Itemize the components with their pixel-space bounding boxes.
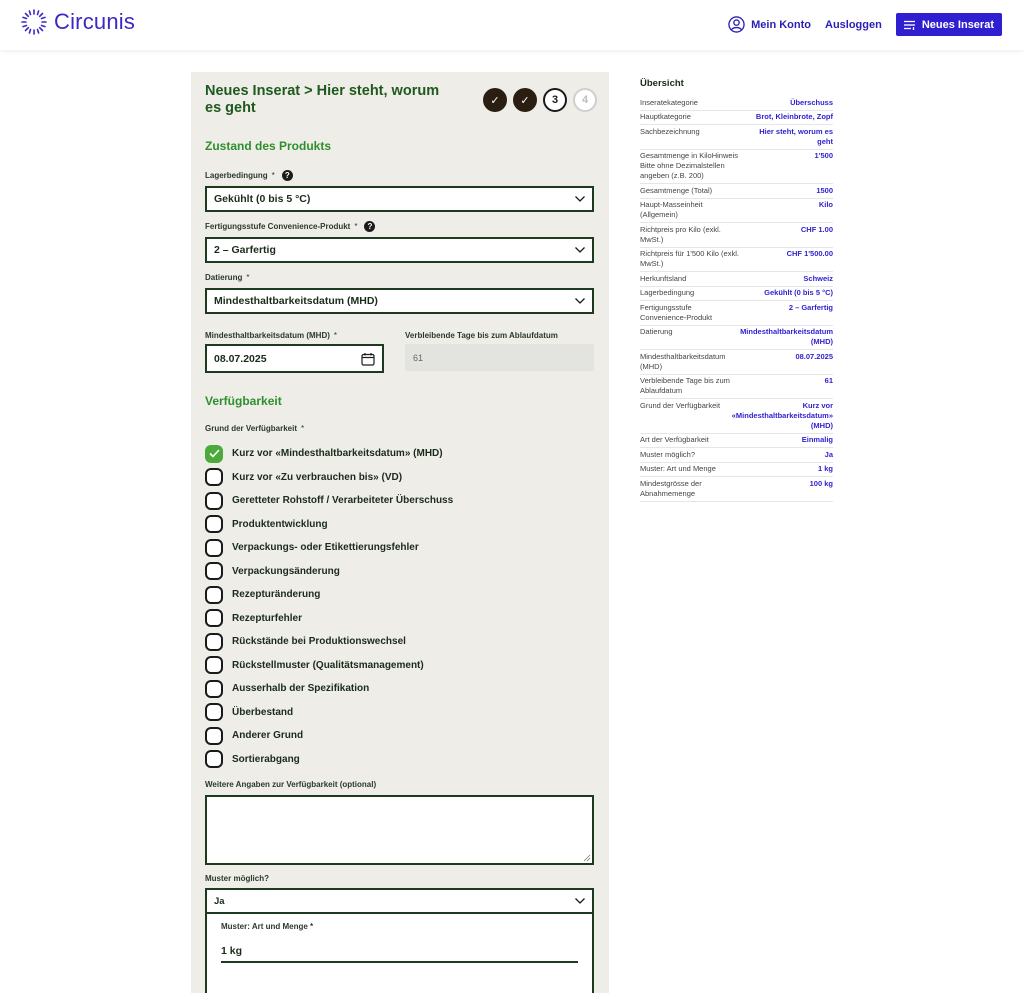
checkbox[interactable] <box>205 609 223 627</box>
summary-value: 2 – Garfertig <box>788 302 833 312</box>
reason-option[interactable] <box>205 677 453 701</box>
storage-label <box>205 170 293 181</box>
summary-panel <box>640 78 833 502</box>
storage-label-text: Lagerbedingung <box>205 171 268 180</box>
new-listing-label: Neues Inserat <box>921 18 994 31</box>
reason-option-label: Kurz vor «Zu verbrauchen bis» (VD) <box>232 471 403 483</box>
mhd-date-value: 08.07.2025 <box>214 352 267 365</box>
logout-label: Ausloggen <box>825 18 882 31</box>
chevron-down-icon <box>575 898 585 904</box>
required-mark: * <box>333 331 338 340</box>
summary-key: Richtpreis pro Kilo (exkl. MwSt.) <box>640 224 721 244</box>
calendar-icon[interactable] <box>361 352 375 366</box>
logo-text: Circunis <box>54 9 136 34</box>
reason-option[interactable] <box>205 748 453 772</box>
summary-row <box>640 96 833 111</box>
reason-options <box>205 442 453 771</box>
reason-option-label: Ausserhalb der Spezifikation <box>232 683 370 695</box>
summary-row <box>640 150 833 185</box>
required-mark: * <box>310 922 314 931</box>
mhd-label <box>205 331 337 340</box>
list-add-icon <box>904 20 916 30</box>
summary-title: Übersicht <box>640 78 684 89</box>
resize-grip-icon[interactable] <box>583 854 591 862</box>
reason-option-label: Verpackungs- oder Etikettierungsfehler <box>232 542 419 554</box>
required-mark: * <box>271 171 275 180</box>
convenience-select[interactable] <box>205 237 594 263</box>
summary-row <box>640 463 833 478</box>
summary-key: Sachbezeichnung <box>640 126 700 136</box>
summary-row <box>640 184 833 199</box>
summary-key: Hauptkategorie <box>640 112 691 121</box>
summary-value: Überschuss <box>790 97 833 107</box>
form-panel <box>191 72 609 993</box>
checkbox[interactable] <box>205 515 223 533</box>
reason-option[interactable] <box>205 607 453 631</box>
form-title: Neues Inserat > Hier steht, worum es geht <box>205 83 440 116</box>
summary-value: 1'500 <box>814 151 833 160</box>
reason-option[interactable] <box>205 583 453 607</box>
summary-key: Muster: Art und Menge <box>640 464 716 473</box>
reason-option[interactable] <box>205 630 453 654</box>
summary-row <box>640 434 833 449</box>
storage-select[interactable] <box>205 186 594 212</box>
chevron-down-icon <box>575 196 585 202</box>
step-indicator <box>483 88 597 112</box>
summary-value: 08.07.2025 <box>795 351 833 361</box>
summary-key: Gesamtmenge in KiloHinweis Bitte ohne Dezimalstellen angeben (z.B. 200) <box>640 151 738 180</box>
reason-option-label: Überbestand <box>232 706 294 718</box>
checkbox[interactable] <box>205 750 223 768</box>
checkbox[interactable] <box>205 492 223 510</box>
required-mark: * <box>246 273 250 282</box>
summary-value: Schweiz <box>803 273 833 283</box>
chevron-down-icon <box>575 298 585 304</box>
my-account-label: Mein Konto <box>751 18 811 31</box>
dating-label-text: Datierung <box>205 273 243 282</box>
checkbox[interactable] <box>205 656 223 674</box>
sample-kind-label <box>221 922 313 931</box>
convenience-select-value: 2 – Garfertig <box>214 244 276 256</box>
summary-key: Mindesthaltbarkeitsdatum (MHD) <box>640 351 726 371</box>
summary-row <box>640 448 833 463</box>
summary-value: 100 kg <box>809 478 833 488</box>
convenience-label-text: Fertigungsstufe Convenience-Produkt <box>205 222 351 231</box>
summary-value: Gekühlt (0 bis 5 °C) <box>764 288 833 297</box>
checkbox[interactable] <box>205 633 223 651</box>
step-4-todo: 4 <box>573 88 597 112</box>
chevron-down-icon <box>575 247 585 253</box>
summary-value: Ja <box>824 449 833 459</box>
summary-value: CHF 1.00 <box>800 224 833 234</box>
my-account-link[interactable] <box>728 16 811 33</box>
step-2-done[interactable]: ✓ <box>513 88 537 112</box>
step-3-current: 3 <box>543 88 567 112</box>
summary-row <box>640 248 833 273</box>
further-info-label: Weitere Angaben zur Verfügbarkeit (optional) <box>205 780 377 789</box>
summary-row <box>640 399 833 434</box>
reason-option-label: Rückstände bei Produktionswechsel <box>232 636 406 648</box>
summary-key: Lagerbedingung <box>640 288 695 297</box>
reason-label <box>205 424 304 433</box>
checkbox[interactable] <box>205 680 223 698</box>
reason-option-label: Rezepturänderung <box>232 589 321 601</box>
reason-option[interactable] <box>205 489 453 513</box>
summary-row <box>640 111 833 126</box>
reason-option[interactable] <box>205 466 453 490</box>
reason-option-label: Rezepturfehler <box>232 612 303 624</box>
checkbox[interactable] <box>205 562 223 580</box>
summary-value: 61 <box>824 376 833 385</box>
further-info-textarea[interactable] <box>205 795 594 865</box>
sample-possible-select[interactable] <box>205 888 594 914</box>
help-icon[interactable]: ? <box>282 170 293 181</box>
reason-option-label: Anderer Grund <box>232 730 304 742</box>
summary-key: Herkunftsland <box>640 273 687 283</box>
summary-row <box>640 287 833 302</box>
summary-value: Brot, Kleinbrote, Zopf <box>755 112 833 121</box>
summary-value: 1 kg <box>817 464 833 473</box>
dating-label <box>205 273 249 282</box>
reason-option-label: Verpackungsänderung <box>232 565 340 577</box>
summary-key: Haupt-Masseinheit (Allgemein) <box>640 200 703 219</box>
summary-key: Richtpreis für 1'500 Kilo (exkl. MwSt.) <box>640 249 739 268</box>
summary-value: Kilo <box>818 200 833 209</box>
summary-value: Kurz vor «Mindesthaltbarkeitsdatum» (MHD) <box>731 400 834 430</box>
storage-select-value: Gekühlt (0 bis 5 °C) <box>214 193 311 205</box>
step-1-done[interactable]: ✓ <box>483 88 507 112</box>
summary-row <box>640 223 833 248</box>
summary-value: CHF 1'500.00 <box>786 249 833 258</box>
reason-option-label: Geretteter Rohstoff / Verarbeiteter Überschuss <box>232 495 454 507</box>
reason-option[interactable] <box>205 701 453 725</box>
reason-option[interactable] <box>205 560 453 584</box>
checkbox[interactable] <box>205 703 223 721</box>
reason-option-label: Kurz vor «Mindesthaltbarkeitsdatum» (MHD) <box>232 448 443 460</box>
checkbox-checked[interactable] <box>205 445 223 463</box>
reason-option[interactable] <box>205 513 453 537</box>
summary-row <box>640 326 833 351</box>
summary-row <box>640 125 833 150</box>
checkbox[interactable] <box>205 727 223 745</box>
summary-key: Mindestgrösse der Abnahmemenge <box>640 478 702 498</box>
summary-key: Datierung <box>640 327 673 336</box>
top-header <box>0 0 1024 50</box>
summary-value: 1500 <box>816 185 833 195</box>
reason-option[interactable] <box>205 724 453 748</box>
days-left-field: 61 <box>405 344 594 371</box>
logout-link[interactable] <box>825 19 882 31</box>
dating-select[interactable] <box>205 288 594 314</box>
summary-value: Einmalig <box>801 435 833 444</box>
reason-option[interactable] <box>205 654 453 678</box>
reason-option-label: Rückstellmuster (Qualitätsmanagement) <box>232 659 424 671</box>
summary-value: Mindesthaltbarkeitsdatum (MHD) <box>740 327 833 346</box>
summary-row <box>640 272 833 287</box>
summary-row <box>640 350 833 375</box>
reason-label-text: Grund der Verfügbarkeit <box>205 424 298 433</box>
summary-row <box>640 477 833 502</box>
sample-possible-label: Muster möglich? <box>205 874 270 883</box>
mhd-date-input[interactable] <box>205 344 384 373</box>
required-mark: * <box>301 424 305 433</box>
sample-kind-input[interactable]: 1 kg <box>221 943 578 963</box>
mhd-label-text: Mindesthaltbarkeitsdatum (MHD) <box>205 331 330 340</box>
reason-option[interactable] <box>205 442 453 466</box>
summary-value: Hier steht, worum es geht <box>759 126 833 146</box>
summary-key: Verbleibende Tage bis zum Ablaufdatum <box>640 376 730 395</box>
checkbox[interactable] <box>205 539 223 557</box>
reason-option-label: Produktentwicklung <box>232 518 328 530</box>
new-listing-button[interactable] <box>896 13 1002 36</box>
checkbox[interactable] <box>205 586 223 604</box>
reason-option[interactable] <box>205 536 453 560</box>
summary-key: Gesamtmenge (Total) <box>640 185 713 195</box>
sample-details-box <box>205 914 594 993</box>
summary-key: Muster möglich? <box>640 449 696 459</box>
dating-select-value: Mindesthaltbarkeitsdatum (MHD) <box>214 295 378 307</box>
sample-kind-label-text: Muster: Art und Menge <box>221 922 308 931</box>
required-mark: * <box>354 222 358 231</box>
section-availability-heading: Verfügbarkeit <box>205 394 282 408</box>
logo[interactable] <box>20 8 135 36</box>
checkbox[interactable] <box>205 468 223 486</box>
summary-row <box>640 301 833 326</box>
account-icon <box>728 16 745 33</box>
summary-key: Fertigungsstufe Convenience-Produkt <box>640 302 713 322</box>
top-nav <box>728 13 1002 36</box>
summary-key: Inseratekategorie <box>640 97 698 107</box>
logo-mark-icon <box>20 8 48 36</box>
summary-key: Grund der Verfügbarkeit <box>640 400 721 410</box>
summary-row <box>640 199 833 224</box>
summary-key: Art der Verfügbarkeit <box>640 435 709 444</box>
convenience-label <box>205 221 375 232</box>
summary-row <box>640 375 833 400</box>
help-icon[interactable]: ? <box>364 221 375 232</box>
section-condition-heading: Zustand des Produkts <box>205 139 332 153</box>
reason-option-label: Sortierabgang <box>232 753 300 765</box>
sample-possible-value: Ja <box>214 895 225 907</box>
check-icon <box>209 449 220 458</box>
days-left-label: Verbleibende Tage bis zum Ablaufdatum <box>405 331 558 340</box>
